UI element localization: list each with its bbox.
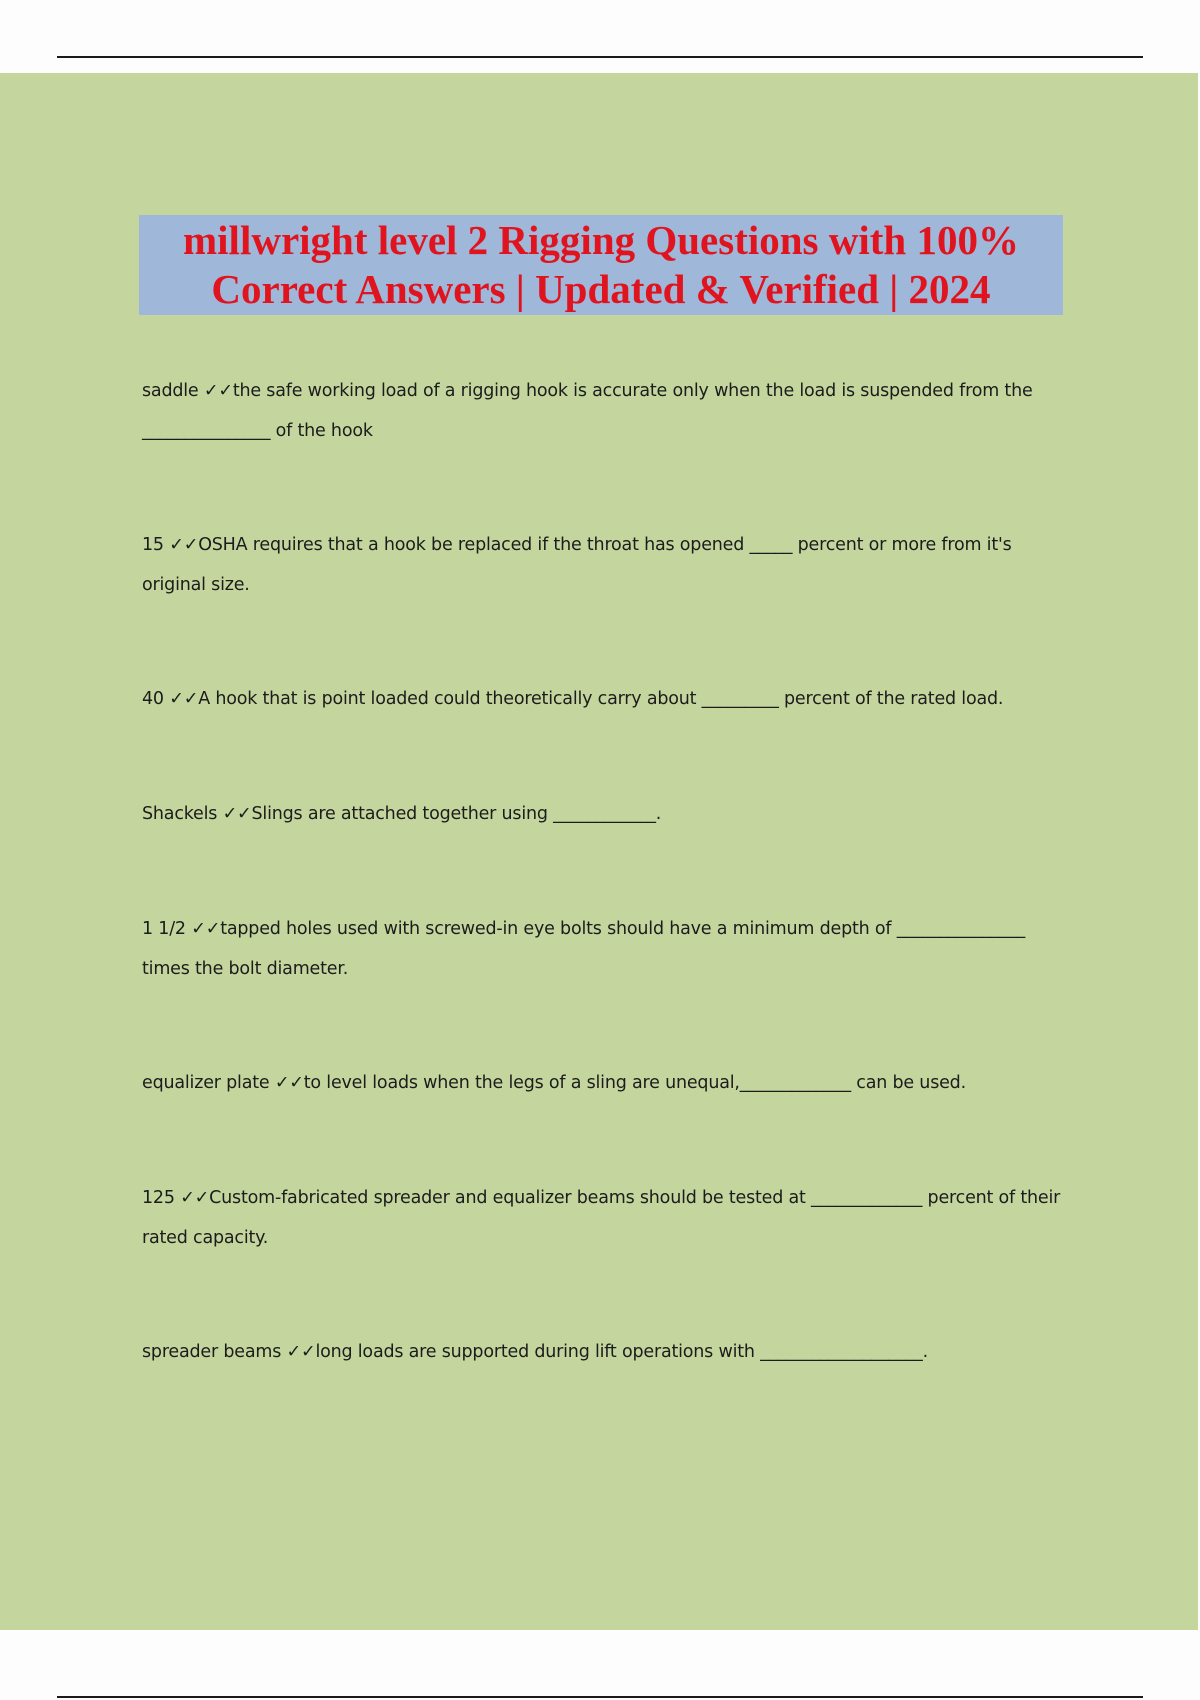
- header-rule: [57, 56, 1143, 58]
- title-line-2: Correct Answers | Updated & Verified | 2024: [211, 266, 991, 312]
- check-mark-icon: ✓✓: [203, 381, 233, 401]
- question-text: Custom-fabricated spreader and equalizer beams should be tested at _____________ percent of their rated capacity.: [142, 1188, 1066, 1248]
- question-text: long loads are supported during lift operations with ___________________.: [315, 1342, 928, 1362]
- check-mark-icon: ✓✓: [286, 1342, 316, 1362]
- qa-item: [142, 371, 1062, 451]
- answer-text: saddle: [142, 381, 199, 401]
- title-banner: [139, 215, 1063, 315]
- question-text: OSHA requires that a hook be replaced if the throat has opened _____ percent or more from it's original size.: [142, 535, 1017, 595]
- qa-item: [142, 1063, 1062, 1103]
- question-text: tapped holes used with screwed-in eye bolts should have a minimum depth of _______________ times the bolt diameter.: [142, 919, 1031, 979]
- title-line-1: millwright level 2 Rigging Questions with 100%: [183, 217, 1019, 263]
- qa-item: [142, 1332, 1062, 1372]
- question-text: the safe working load of a rigging hook is accurate only when the load is suspended from the _______________ of the hook: [142, 381, 1038, 441]
- question-text: A hook that is point loaded could theoretically carry about _________ percent of the rated load.: [198, 689, 1004, 709]
- qa-item: [142, 525, 1062, 605]
- question-text: to level loads when the legs of a sling are unequal,_____________ can be used.: [303, 1073, 966, 1093]
- check-mark-icon: ✓✓: [180, 1188, 210, 1208]
- qa-item: [142, 1178, 1066, 1258]
- qa-item: [142, 909, 1062, 989]
- check-mark-icon: ✓✓: [169, 535, 199, 555]
- answer-text: 1 1/2: [142, 919, 186, 939]
- check-mark-icon: ✓✓: [274, 1073, 304, 1093]
- check-mark-icon: ✓✓: [191, 919, 221, 939]
- question-text: Slings are attached together using ____________.: [251, 804, 662, 824]
- answer-text: 125: [142, 1188, 175, 1208]
- footer-rule: [57, 1696, 1143, 1698]
- answer-text: 40: [142, 689, 164, 709]
- answer-text: spreader beams: [142, 1342, 282, 1362]
- qa-item: [142, 794, 1062, 834]
- answer-text: 15: [142, 535, 164, 555]
- answer-text: equalizer plate: [142, 1073, 270, 1093]
- check-mark-icon: ✓✓: [169, 689, 199, 709]
- answer-text: Shackels: [142, 804, 218, 824]
- check-mark-icon: ✓✓: [222, 804, 252, 824]
- qa-item: [142, 679, 1062, 719]
